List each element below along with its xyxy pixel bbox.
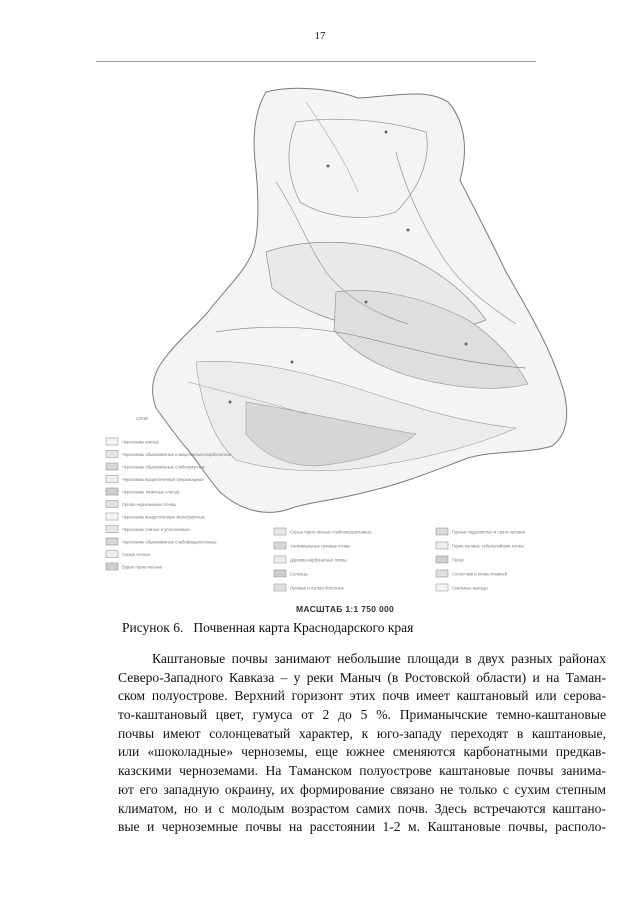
legend-label: Черноземы выщелоченные малогумусные [122, 514, 205, 520]
legend-label: Скальные выходы [452, 585, 488, 591]
soil-map-figure [96, 62, 580, 622]
legend-swatch [106, 438, 118, 445]
legend-label: Солончаки и почвы плавней [452, 571, 508, 577]
map-scale: МАСШТАБ 1:1 750 000 [296, 604, 395, 614]
legend-swatch [106, 551, 118, 558]
legend-label: Черноземы южные [122, 439, 159, 445]
legend-column-3 [436, 528, 526, 591]
legend-swatch [274, 542, 286, 549]
legend-swatch [106, 526, 118, 533]
legend-label: Солонцы [290, 571, 308, 577]
text-line: казскими черноземами. На Таманском полуострове каштановые почвы занима- [118, 763, 606, 779]
legend-swatch [106, 501, 118, 508]
text-line: Северо-Западного Кавказа – у реки Маныч (в Ростовской области) и на Таман- [118, 669, 606, 685]
legend-label: Пески [452, 557, 464, 563]
map-settlement [229, 401, 232, 404]
legend-label: Черноземы обыкновенные слабовыщелоченные [122, 539, 217, 545]
legend-label: Горные подзолистые и горно-луговые [452, 529, 526, 535]
map-settlement [327, 165, 330, 168]
legend-swatch [274, 584, 286, 591]
map-settlement [291, 361, 294, 364]
text-line: вые и черноземные почвы на расстоянии 1-2 м. Каштановые почвы, располо- [118, 819, 606, 835]
legend-swatch [274, 556, 286, 563]
map-settlement [465, 343, 468, 346]
map-settlement [385, 131, 388, 134]
soil-map [96, 62, 580, 622]
text-line: ют его западную окраину, их формирование связано не только с сухим степным [118, 781, 606, 797]
legend-label: Лугово-черноземные почвы [122, 502, 176, 507]
map-city-label: СОЧИ [136, 416, 148, 421]
body-paragraph [118, 650, 606, 837]
legend-label: Черноземы слитые и уплотненные [122, 527, 190, 532]
map-settlement [365, 301, 368, 304]
legend-label: Черноземы обыкновенные и мицелиально-карбонатные [122, 452, 232, 457]
caption-label: Рисунок 6. [122, 620, 184, 635]
legend-column-2 [274, 528, 372, 591]
map-settlement [407, 229, 410, 232]
legend-swatch [106, 488, 118, 495]
legend-swatch [106, 563, 118, 570]
legend-swatch [106, 476, 118, 483]
legend-label: Луговые и лугово-болотные [290, 585, 345, 591]
legend-swatch [436, 528, 448, 535]
legend-label: Горно-луговые субальпийские почвы [452, 543, 524, 549]
figure-caption [122, 620, 413, 636]
legend-swatch [436, 556, 448, 563]
legend-swatch [436, 570, 448, 577]
caption-title: Почвенная карта Краснодарского края [193, 620, 414, 635]
legend-label: Серые лесные [122, 552, 151, 557]
legend-swatch [106, 538, 118, 545]
text-line: Каштановые почвы занимают небольшие площади в двух разных районах [152, 651, 606, 666]
text-line: ском полуострове. Верхний горизонт этих почв имеет каштановый или серова- [118, 688, 606, 704]
text-line: климатом, но и с молодым возрастом самих почв. Здесь встречаются каштано- [118, 800, 606, 816]
legend-label: Черноземы обыкновенные слабогумусные [122, 464, 206, 470]
legend-swatch [106, 451, 118, 458]
page-number: 17 [314, 30, 326, 42]
legend-swatch [274, 528, 286, 535]
legend-label: Черноземы выщелоченные сверхмощные [122, 477, 204, 482]
text-line: или «шоколадные» черноземы, еще южнее сменяются карбонатными предкав- [118, 744, 606, 760]
text-line: то-каштановый цвет, гумуса от 2 до 5 %. Приманычские темно-каштановые [118, 707, 606, 723]
legend-swatch [436, 584, 448, 591]
legend-swatch [106, 513, 118, 520]
legend-label: Бурые горно-лесные [122, 564, 163, 570]
legend-label: Черноземы типичные слитые [122, 489, 180, 495]
text-line: почвы имеют солонцеватый характер, к юго-западу переходят в каштановые, [118, 725, 606, 741]
legend-label: Серые горно-лесные слабооподзоленные [290, 529, 372, 535]
legend-label: Аллювиальные луговые почвы [290, 543, 351, 549]
legend-label: Дерново-карбонатные почвы [290, 557, 347, 563]
legend-swatch [436, 542, 448, 549]
legend-swatch [274, 570, 286, 577]
legend-swatch [106, 463, 118, 470]
